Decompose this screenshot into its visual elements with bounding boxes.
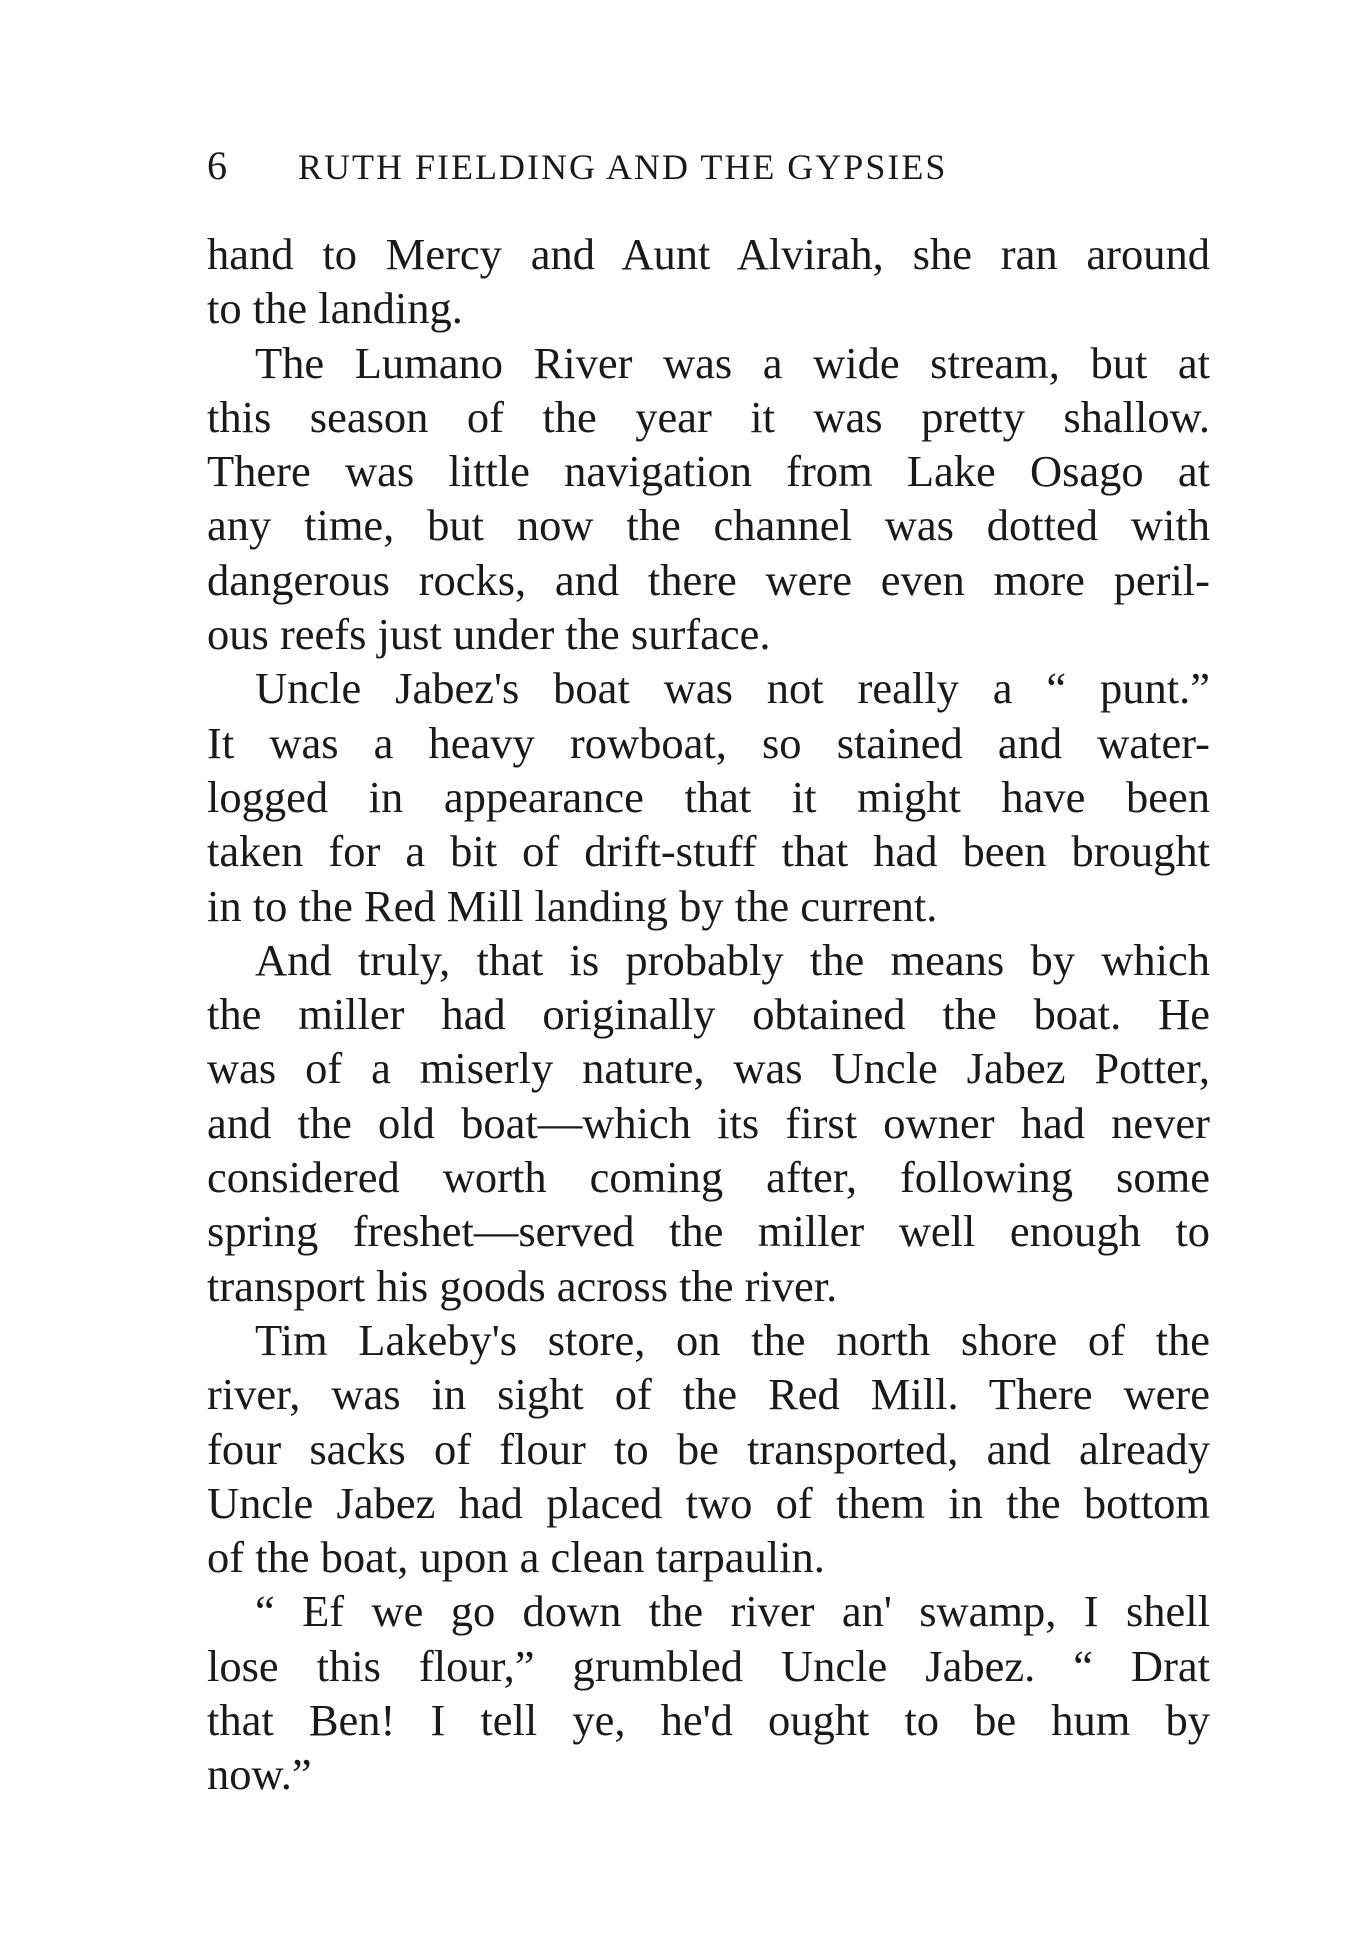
text-line: spring freshet—served the miller well enough to <box>207 1206 1210 1257</box>
text-line: The Lumano River was a wide stream, but at <box>255 337 1210 388</box>
text-line: now.” <box>207 1749 312 1800</box>
text-line: any time, but now the channel was dotted with <box>207 500 1210 551</box>
text-line: this season of the year it was pretty shallow. <box>207 391 1210 442</box>
text-line: transport his goods across the river. <box>207 1260 838 1311</box>
running-title: RUTH FIELDING AND THE GYPSIES <box>298 147 948 187</box>
text-line: “ Ef we go down the river an' swamp, I shell <box>255 1586 1210 1637</box>
text-line: And truly, that is probably the means by which <box>255 934 1210 985</box>
page-number: 6 <box>207 143 229 188</box>
text-line: that Ben! I tell ye, he'd ought to be hum by <box>207 1695 1210 1746</box>
text-line: logged in appearance that it might have been <box>207 771 1210 822</box>
text-line: in to the Red Mill landing by the current. <box>207 880 938 931</box>
text-line: river, was in sight of the Red Mill. There were <box>207 1369 1210 1420</box>
text-line: to the landing. <box>207 283 463 334</box>
text-line: Uncle Jabez's boat was not really a “ punt.” <box>255 663 1210 714</box>
text-line: Tim Lakeby's store, on the north shore of the <box>255 1314 1210 1365</box>
text-line: There was little navigation from Lake Osago at <box>207 446 1210 497</box>
body-text <box>207 227 1210 1802</box>
text-line: was of a miserly nature, was Uncle Jabez Potter, <box>207 1043 1210 1094</box>
text-line: the miller had originally obtained the boat. He <box>207 989 1210 1040</box>
text-line: Uncle Jabez had placed two of them in the bottom <box>207 1477 1210 1528</box>
text-line: hand to Mercy and Aunt Alvirah, she ran around <box>207 229 1210 279</box>
text-line: It was a heavy rowboat, so stained and water- <box>207 717 1210 768</box>
text-line: considered worth coming after, following some <box>207 1152 1210 1203</box>
text-line: lose this flour,” grumbled Uncle Jabez. “ Drat <box>207 1640 1210 1691</box>
text-line: dangerous rocks, and there were even more peril- <box>207 554 1210 605</box>
page-header <box>207 136 1087 196</box>
text-line: and the old boat—which its first owner had never <box>207 1097 1210 1148</box>
text-line: four sacks of flour to be transported, and already <box>207 1423 1210 1474</box>
text-line: of the boat, upon a clean tarpaulin. <box>207 1532 825 1583</box>
text-line: ous reefs just under the surface. <box>207 609 771 660</box>
text-line: taken for a bit of drift-stuff that had been brought <box>207 826 1210 877</box>
